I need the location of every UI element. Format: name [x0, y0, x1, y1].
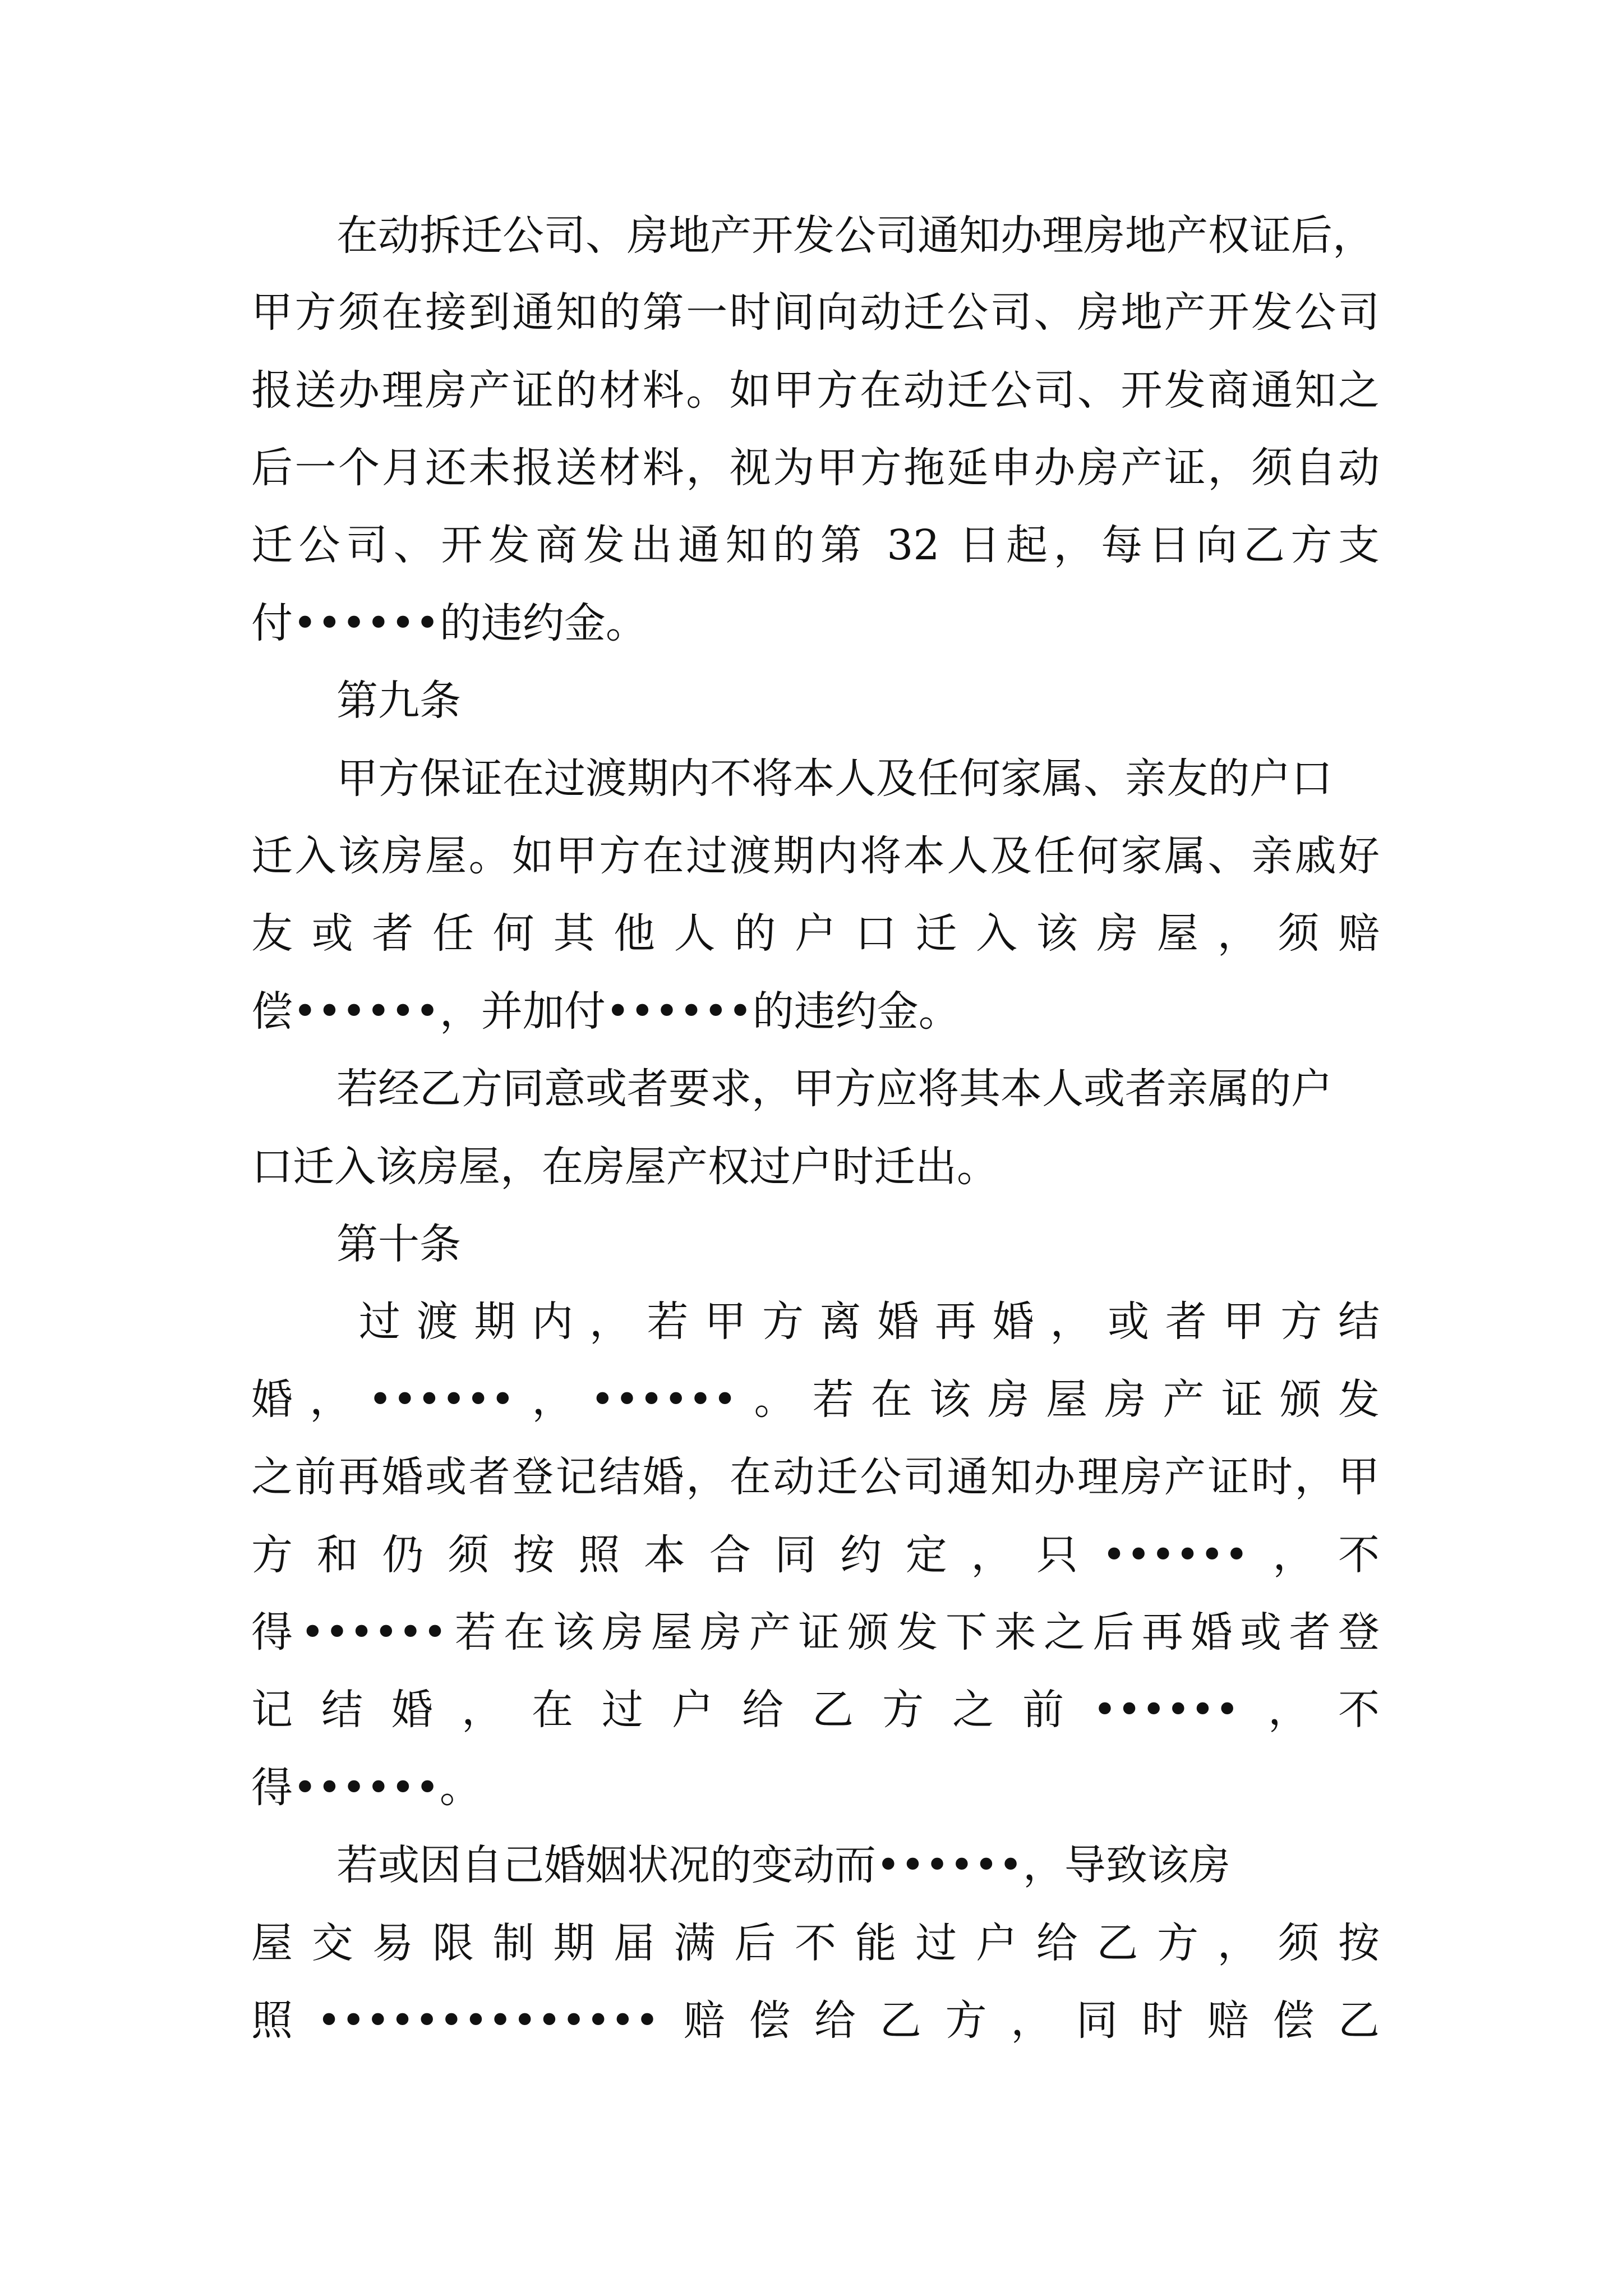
text-line: 之前再婚或者登记结婚，在动迁公司通知办理房产证时，甲: [251, 1453, 1380, 1501]
text-line: 若经乙方同意或者要求，甲方应将其本人或者亲属的户: [336, 1065, 1332, 1113]
text-line: 甲方保证在过渡期内不将本人及任何家属、亲友的户口: [336, 754, 1332, 803]
text-line: 过渡期内，若甲方离婚再婚，或者甲方结: [359, 1297, 1380, 1346]
text-line: 迁公司、开发商发出通知的第 32 日起，每日向乙方支: [251, 521, 1380, 569]
text-line: 友或者任何其他人的户口迁入该房屋，须赔: [251, 909, 1380, 958]
text-line: 报送办理房产证的材料。如甲方在动迁公司、开发商通知之: [251, 366, 1380, 415]
text-line: 若或因自己婚姻状况的变动而••••••，导致该房: [336, 1841, 1230, 1889]
text-line: 后一个月还未报送材料，视为甲方拖延申办房产证，须自动: [251, 444, 1380, 492]
text-line: 口迁入该房屋，在房屋产权过户时迁出。: [251, 1143, 998, 1191]
text-line: 婚，••••••，••••••。若在该房屋房产证颁发: [251, 1375, 1380, 1424]
text-line: 迁入该房屋。如甲方在过渡期内将本人及任何家属、亲戚好: [251, 832, 1380, 880]
text-line: 得••••••若在该房屋房产证颁发下来之后再婚或者登: [251, 1608, 1380, 1657]
text-line: 屋交易限制期届满后不能过户给乙方，须按: [251, 1919, 1380, 1967]
text-line: 在动拆迁公司、房地产开发公司通知办理房地产权证后，: [336, 211, 1374, 260]
text-line: 付••••••的违约金。: [251, 599, 647, 647]
text-line: 得••••••。: [251, 1764, 481, 1812]
text-line: 照••••••••••••••赔偿给乙方，同时赔偿乙: [251, 1996, 1380, 2045]
text-line: 偿••••••，并加付••••••的违约金。: [251, 987, 960, 1036]
text-line: 甲方须在接到通知的第一时间向动迁公司、房地产开发公司: [251, 288, 1380, 337]
article-heading: 第十条: [336, 1220, 461, 1268]
article-heading: 第九条: [336, 677, 461, 725]
text-line: 记结婚，在过户给乙方之前••••••，不: [251, 1686, 1380, 1734]
text-line: 方和仍须按照本合同约定，只••••••，不: [251, 1531, 1380, 1579]
